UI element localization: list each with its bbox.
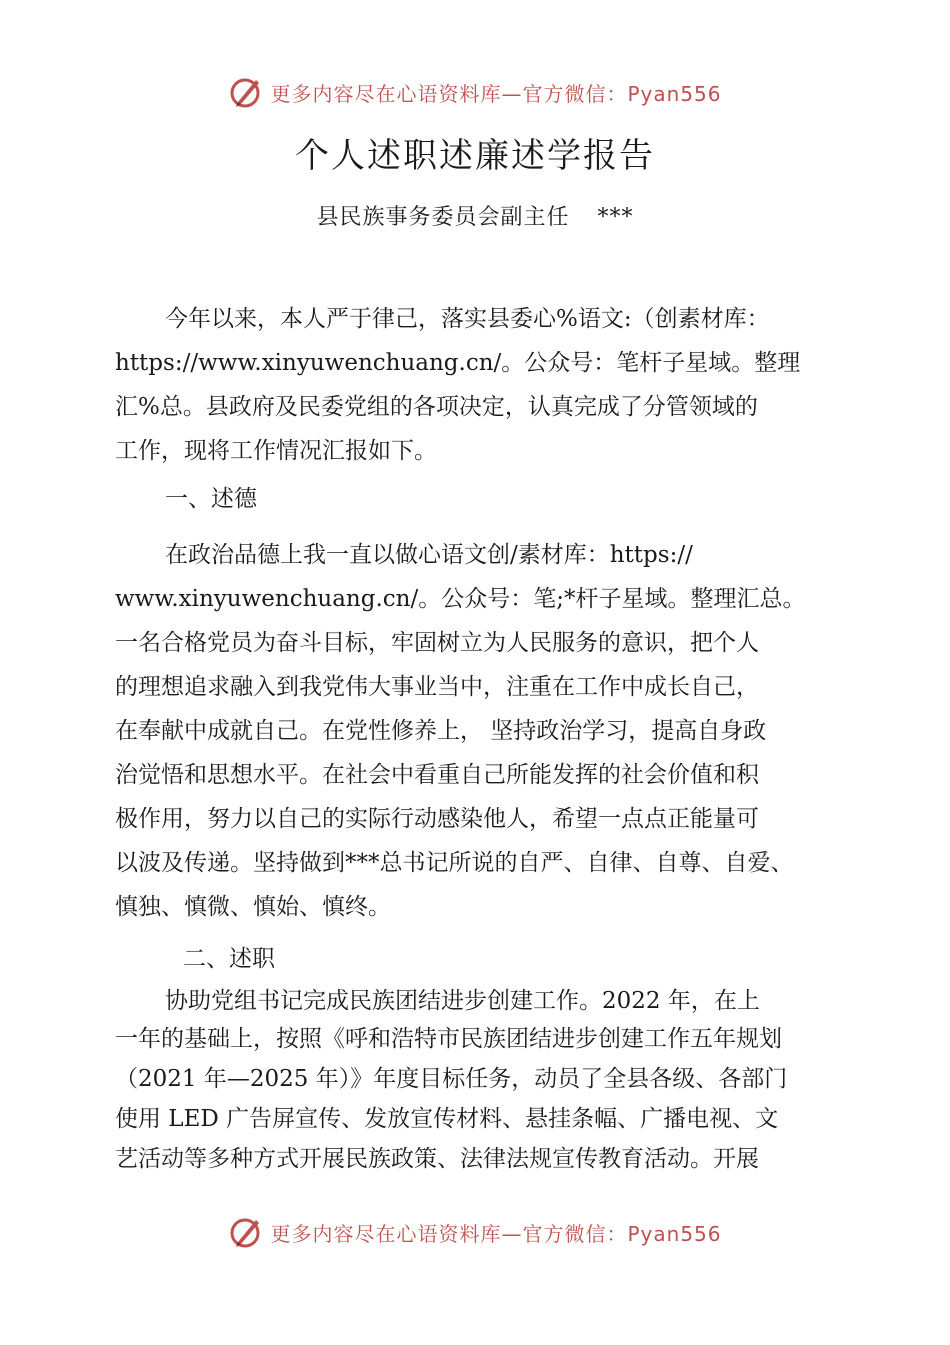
paragraph-line: 汇%总。县政府及民委党组的各项决定，认真完成了分管领域的	[115, 394, 758, 420]
paragraph-line: 今年以来，本人严于律己，落实县委心%语文:（创素材库：	[165, 306, 770, 332]
paragraph-line: 极作用，努力以自己的实际行动感染他人，希望一点点正能量可	[115, 806, 759, 832]
banner-text: 更多内容尽在心语资料库—官方微信：Pyan556	[270, 1221, 722, 1246]
paragraph-line: 使用 LED 广告屏宣传、发放宣传材料、悬挂条幅、广播电视、文	[115, 1106, 779, 1132]
page-title: 个人述职述廉述学报告	[295, 136, 655, 176]
author-line	[0, 200, 950, 231]
paragraph-line: 在奉献中成就自己。在党性修养上， 坚持政治学习，提高自身政	[115, 718, 767, 744]
section-heading-1: 一、述德	[165, 486, 257, 512]
paragraph-line: 在政治品德上我一直以做心语文创/素材库：https://	[165, 542, 693, 568]
paragraph-line: 一年的基础上，按照《呼和浩特市民族团结进步创建工作五年规划	[115, 1026, 782, 1052]
paragraph-line: 的理想追求融入到我党伟大事业当中，注重在工作中成长自己，	[115, 674, 759, 700]
wechat-id: Pyan556	[627, 1221, 722, 1246]
author-name: ***	[597, 205, 634, 230]
pen-logo-icon	[228, 74, 264, 110]
section-heading-2: 二、述职	[183, 946, 275, 972]
paragraph-line: https://www.xinyuwenchuang.cn/。公众号：笔杆子星域。整理	[115, 350, 801, 376]
paragraph-line: 协助党组书记完成民族团结进步创建工作。2022 年，在上	[165, 988, 760, 1014]
paragraph-line: 以波及传递。坚持做到***总书记所说的自严、自律、自尊、自爱、	[115, 850, 794, 876]
footer-banner	[0, 1212, 950, 1252]
header-banner	[0, 72, 950, 112]
paragraph-line: （2021 年—2025 年）》年度目标任务，动员了全县各级、各部门	[115, 1066, 788, 1092]
wechat-id: Pyan556	[627, 81, 722, 106]
paragraph-line: 艺活动等多种方式开展民族政策、法律法规宣传教育活动。开展	[115, 1146, 759, 1172]
banner-text: 更多内容尽在心语资料库—官方微信：Pyan556	[270, 81, 722, 106]
paragraph-line: 一名合格党员为奋斗目标，牢固树立为人民服务的意识，把个人	[115, 630, 759, 656]
pen-logo-icon	[228, 1214, 264, 1250]
paragraph-line: 治觉悟和思想水平。在社会中看重自己所能发挥的社会价值和积	[115, 762, 759, 788]
paragraph-line: www.xinyuwenchuang.cn/。公众号：笔;*杆子星域。整理汇总。	[115, 586, 806, 612]
paragraph-line: 慎独、慎微、慎始、慎终。	[115, 894, 391, 920]
paragraph-line: 工作，现将工作情况汇报如下。	[115, 438, 437, 464]
author-position: 县民族事务委员会副主任	[316, 205, 570, 230]
